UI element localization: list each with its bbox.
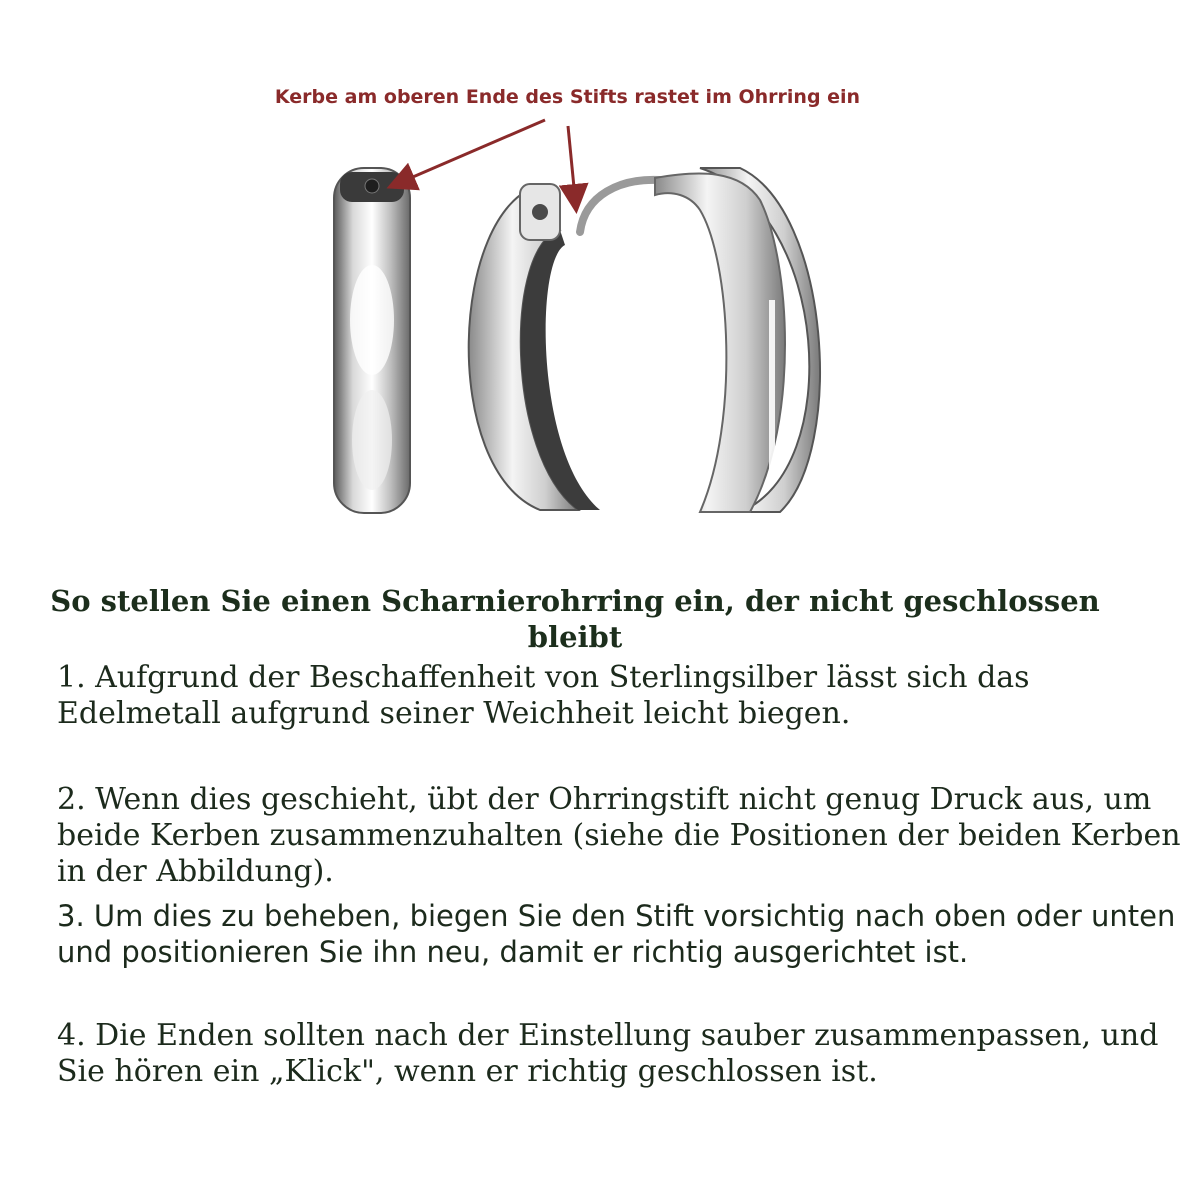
earring-side-view [334, 168, 410, 513]
notch-annotation-label: Kerbe am oberen Ende des Stifts rastet im Ohrring ein [274, 86, 861, 108]
hoop-earring-illustration [0, 0, 1200, 560]
step-1-text: 1. Aufgrund der Beschaffenheit von Sterlingsilber lässt sich das Edelmetall aufgrund seiner Weichheit leicht biegen. [57, 660, 1030, 731]
step-3-text: 3. Um dies zu beheben, biegen Sie den Stift vorsichtig nach oben oder unten und positionieren Sie ihn neu, damit er richtig ausgerichtet ist. [57, 899, 1176, 969]
earring-front-view-right [580, 168, 820, 512]
step-2-text: 2. Wenn dies geschieht, übt der Ohrringstift nicht genug Druck aus, um beide Kerben zusammenzuhalten (siehe die Positionen der beiden Kerben in der Abbildung). [57, 782, 1181, 889]
arrow-to-front-notch [568, 126, 576, 208]
notch-mark [365, 179, 379, 193]
step-4-text: 4. Die Enden sollten nach der Einstellung sauber zusammenpassen, und Sie hören ein „Klick", wenn er richtig geschlossen ist. [57, 1018, 1159, 1089]
page-title: So stellen Sie einen Scharnierohrring ein, der nicht geschlossen bleibt [50, 584, 1100, 654]
arrow-to-side-notch [392, 120, 545, 186]
